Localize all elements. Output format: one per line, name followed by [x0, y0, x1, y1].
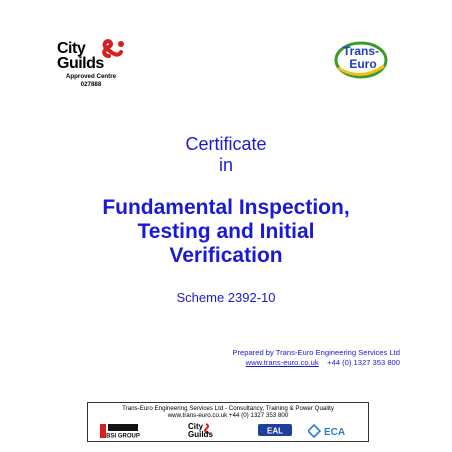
course-title-line-2: Testing and Initial	[137, 220, 315, 243]
city-guilds-logo	[57, 38, 135, 94]
bsi-group-label: BSI GROUP	[106, 433, 140, 440]
city-guilds-word-guilds: Guilds	[57, 55, 104, 72]
trans-euro-logo	[330, 38, 392, 80]
footer-box	[87, 402, 369, 442]
in-heading: in	[218, 155, 233, 175]
eal-logo	[256, 421, 296, 441]
course-title	[0, 196, 452, 268]
eca-label: ECA	[324, 427, 346, 438]
scheme-number: Scheme 2392-10	[176, 290, 276, 305]
prepared-by-block	[232, 348, 400, 367]
prepared-by-line: Prepared by Trans-Euro Engineering Services Ltd	[232, 348, 400, 357]
course-title-line-3: Verification	[169, 244, 283, 267]
approved-centre-number: 027888	[80, 80, 102, 88]
eca-logo	[308, 421, 360, 441]
approved-centre-caption	[60, 73, 122, 88]
svg-text:City: City	[188, 422, 204, 431]
svg-text:Trans-: Trans-	[342, 44, 380, 58]
footer-contact-line: www.trans-euro.co.uk +44 (0) 1327 353 800	[167, 412, 289, 420]
ampersand-icon	[101, 38, 127, 60]
bsi-group-logo	[100, 421, 140, 441]
contact-line	[232, 358, 400, 368]
footer-company-line: Trans-Euro Engineering Services Ltd - Consultancy, Training & Power Quality	[122, 405, 334, 412]
eal-label: EAL	[267, 426, 283, 436]
certificate-heading: Certificate	[185, 134, 267, 154]
phone-number: +44 (0) 1327 353 800	[327, 357, 400, 367]
website-link[interactable]: www.trans-euro.co.uk	[245, 357, 319, 367]
svg-text:Euro: Euro	[349, 57, 377, 71]
footer-text	[88, 405, 368, 420]
svg-text:Guilds: Guilds	[188, 430, 213, 439]
approved-centre-label: Approved Centre	[65, 73, 117, 80]
course-title-line-1: Fundamental Inspection,	[102, 196, 350, 219]
city-guilds-word-city: City	[57, 40, 86, 57]
city-guilds-small-logo	[186, 421, 226, 441]
footer-logos	[96, 421, 362, 441]
